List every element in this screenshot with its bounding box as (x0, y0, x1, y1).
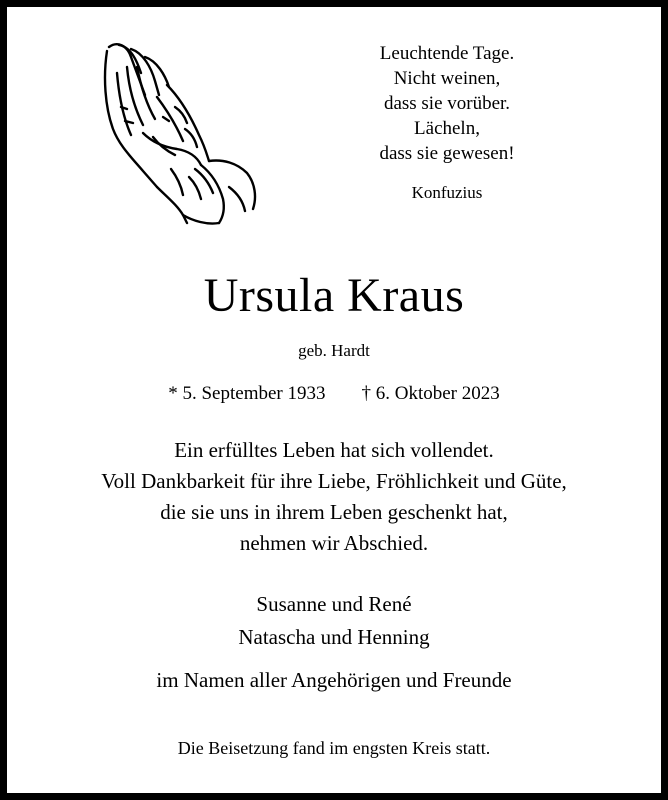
message-line: Voll Dankbarkeit für ihre Liebe, Fröhlichkeit und Güte, (101, 469, 567, 493)
signers (7, 588, 661, 654)
message-line: Ein erfülltes Leben hat sich vollendet. (174, 438, 494, 462)
quote-line: Lächeln, (414, 118, 480, 139)
death-date: † 6. Oktober 2023 (361, 383, 500, 404)
quote-line: dass sie vorüber. (383, 93, 511, 114)
praying-hands-icon (97, 37, 267, 227)
birth-name: geb. Hardt (298, 341, 370, 360)
deceased-name: Ursula Kraus (203, 269, 465, 322)
quote-line: Leuchtende Tage. (379, 43, 515, 64)
on-behalf-line: im Namen aller Angehörigen und Freunde (156, 668, 512, 692)
quote-line: dass sie gewesen! (379, 143, 515, 164)
funeral-note: Die Beisetzung fand im engsten Kreis statt. (177, 738, 491, 758)
quote-author: Konfuzius (411, 183, 483, 202)
life-dates (7, 383, 661, 405)
message-line: die sie uns in ihrem Leben geschenkt hat, (160, 500, 508, 524)
quote-block (327, 41, 567, 205)
signer-line: Susanne und René (256, 592, 412, 616)
quote-line: Nicht weinen, (393, 68, 501, 89)
signer-line: Natascha und Henning (238, 625, 430, 649)
message-line: nehmen wir Abschied. (239, 531, 429, 555)
birth-date: * 5. September 1933 (168, 383, 326, 404)
farewell-message (7, 435, 661, 559)
